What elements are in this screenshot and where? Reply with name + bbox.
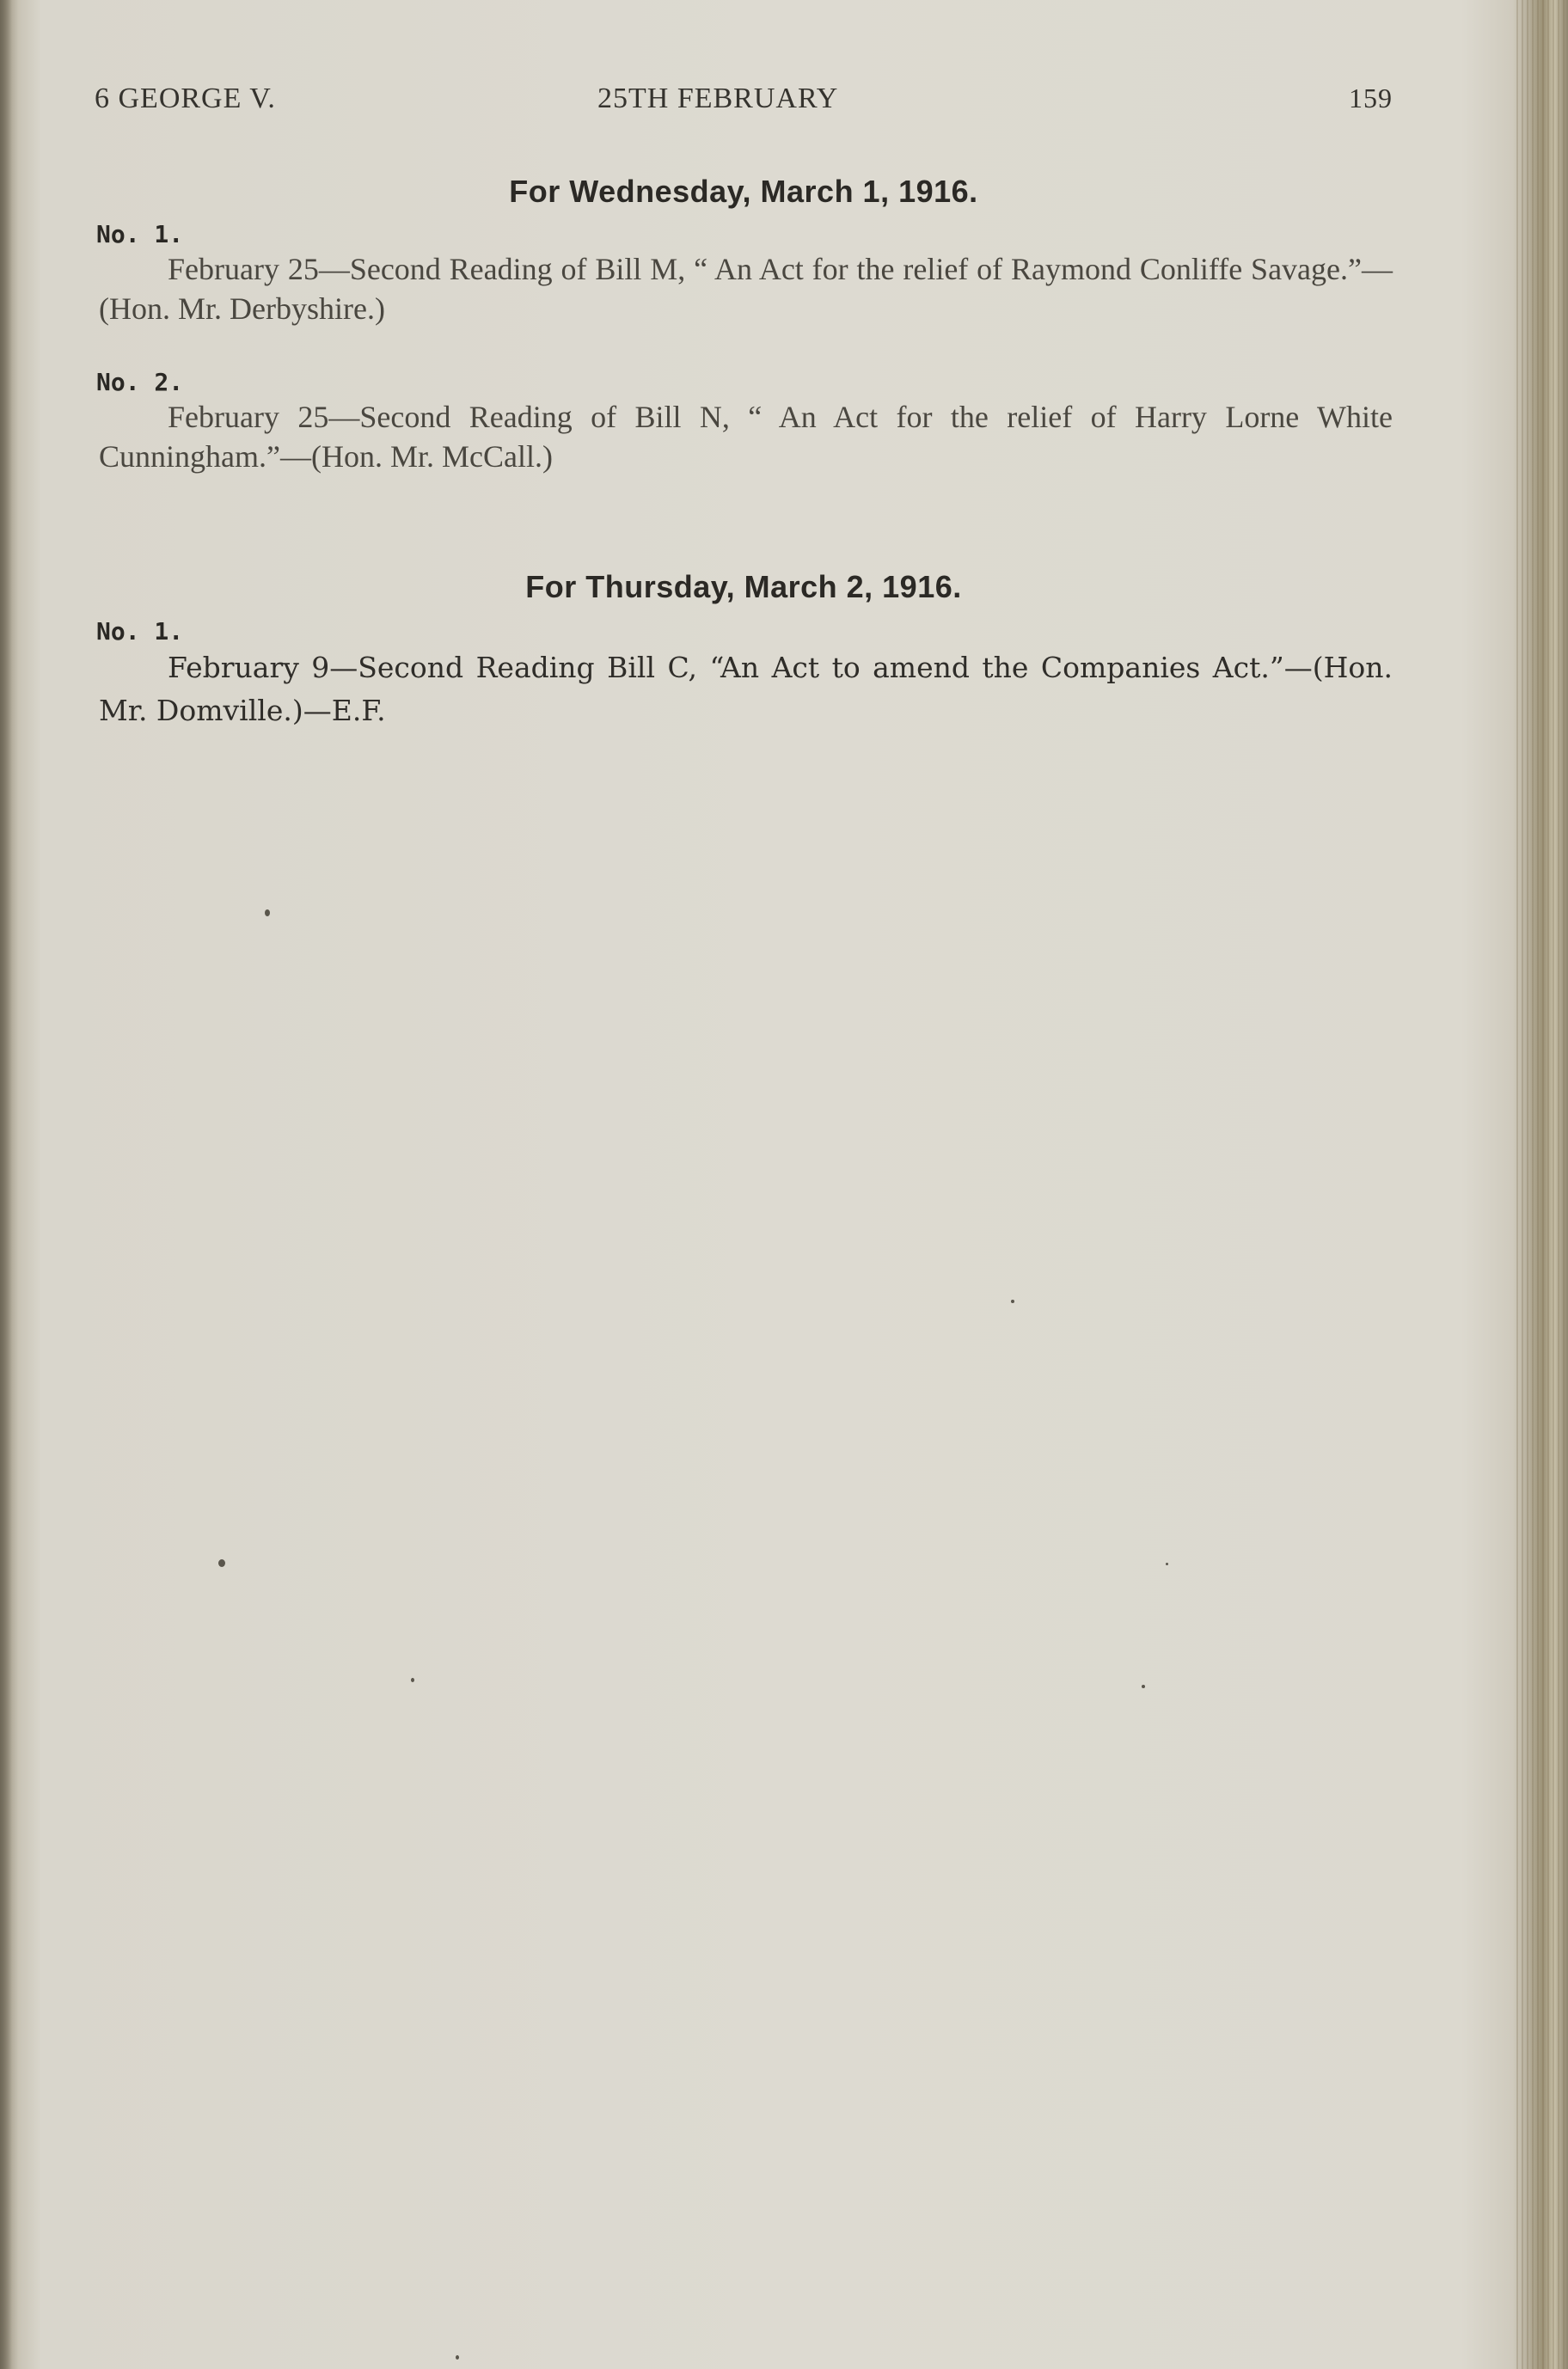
section-heading-wednesday: For Wednesday, March 1, 1916. xyxy=(509,174,978,209)
header-regnal-year: 6 GEORGE V. xyxy=(95,83,276,114)
page-edge xyxy=(1516,0,1568,2369)
running-header xyxy=(95,83,1393,125)
item-number: No. 1. xyxy=(96,617,184,646)
paper-speck xyxy=(411,1678,414,1682)
binding-shadow xyxy=(0,0,12,2369)
paper-speck xyxy=(1011,1300,1014,1303)
paper-speck xyxy=(456,2355,459,2360)
item-text: February 25—Second Reading of Bill N, “ An Act for the relief of Harry Lorne White Cunningham.”—(Hon. Mr. McCall.) xyxy=(99,400,1393,474)
item-number: No. 2. xyxy=(96,368,184,396)
page-number: 159 xyxy=(1349,83,1393,113)
paper-speck xyxy=(1142,1685,1145,1688)
item-text: February 9—Second Reading Bill C, “An Act to amend the Companies Act.”—(Hon. Mr. Domville.)—E.F. xyxy=(99,651,1393,727)
paper-speck xyxy=(218,1559,225,1567)
item-number: No. 1. xyxy=(96,220,184,248)
header-date: 25TH FEBRUARY xyxy=(597,83,839,114)
item-text: February 25—Second Reading of Bill M, “ An Act for the relief of Raymond Conliffe Savage.”—(Hon. Mr. Derbyshire.) xyxy=(99,252,1393,326)
paper-speck xyxy=(265,909,270,916)
section-heading-thursday: For Thursday, March 2, 1916. xyxy=(525,569,962,604)
paper-speck xyxy=(1166,1563,1168,1565)
